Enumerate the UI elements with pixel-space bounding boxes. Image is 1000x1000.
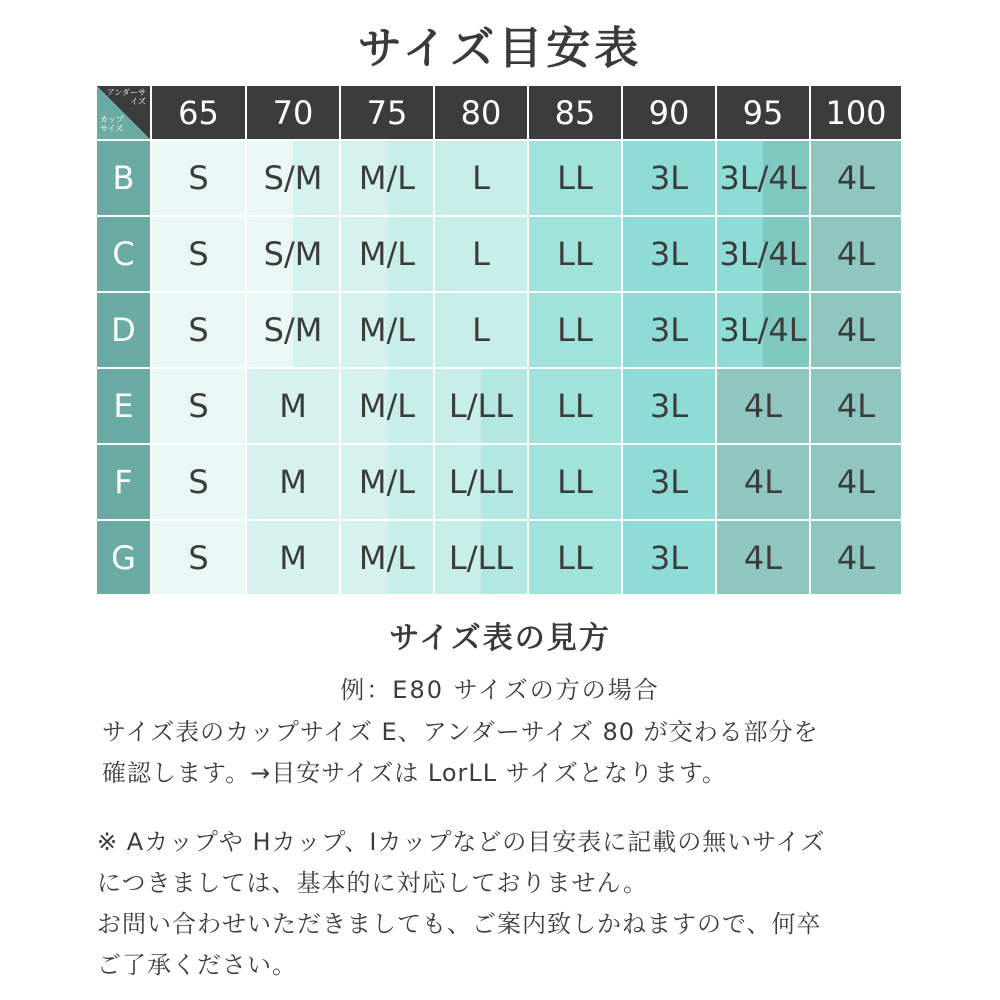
size-cell — [435, 141, 529, 217]
cup-header-E: E — [97, 369, 152, 445]
size-cell — [623, 217, 717, 293]
size-value: S — [188, 463, 209, 501]
size-value: M/L — [358, 159, 416, 197]
size-cell — [623, 445, 717, 521]
size-cell — [529, 141, 623, 217]
under-size-label: アンダーサイズ — [106, 88, 146, 106]
page-title: サイズ目安表 — [357, 23, 643, 74]
howto-explanation — [102, 712, 912, 794]
size-value: 3L — [649, 311, 689, 349]
size-cell — [341, 217, 435, 293]
size-cell — [529, 445, 623, 521]
size-cell — [529, 521, 623, 596]
underbust-header-80: 80 — [435, 86, 529, 141]
size-cell — [435, 369, 529, 445]
size-cell — [247, 445, 341, 521]
size-cell — [152, 141, 247, 217]
size-value: L/LL — [448, 538, 514, 577]
size-cell — [717, 141, 811, 217]
size-value: 4L — [836, 311, 876, 349]
size-value: LL — [557, 311, 593, 349]
note-line: につきましては、基本的に対応しておりません。 — [97, 869, 648, 897]
cup-header-D: D — [97, 293, 152, 369]
size-cell — [529, 217, 623, 293]
size-value: L — [472, 311, 490, 349]
size-cell — [435, 521, 529, 596]
size-cell — [717, 445, 811, 521]
size-value: M/L — [358, 538, 416, 577]
size-value: 3L — [649, 235, 689, 273]
size-cell — [152, 521, 247, 596]
size-cell — [247, 521, 341, 596]
size-cell — [623, 369, 717, 445]
size-cell — [341, 445, 435, 521]
size-value: 4L — [836, 159, 876, 197]
note-line: お問い合わせいただきましても、ご案内致しかねますので、何卒 — [97, 910, 822, 938]
size-value: S — [188, 235, 209, 273]
size-cell — [717, 369, 811, 445]
size-cell — [435, 445, 529, 521]
size-cell — [623, 293, 717, 369]
size-value: 4L — [836, 538, 876, 577]
size-cell — [341, 369, 435, 445]
size-value: S/M — [263, 235, 323, 273]
size-value: 4L — [836, 235, 876, 273]
size-value: L/LL — [448, 387, 514, 425]
size-value: S/M — [263, 159, 323, 197]
cup-header-F: F — [97, 445, 152, 521]
note-line: ご了承ください。 — [97, 951, 297, 979]
size-value: 3L — [649, 387, 689, 425]
underbust-header-90: 90 — [623, 86, 717, 141]
size-value: S — [188, 159, 209, 197]
size-value: 4L — [743, 463, 783, 501]
size-value: LL — [557, 235, 593, 273]
size-cell — [341, 521, 435, 596]
size-value: LL — [557, 538, 593, 577]
size-value: 3L — [649, 159, 689, 197]
size-value: 3L/4L — [719, 235, 807, 273]
size-value: L — [472, 235, 490, 273]
size-cell — [152, 293, 247, 369]
underbust-header-75: 75 — [341, 86, 435, 141]
size-value: 4L — [836, 463, 876, 501]
size-value: M/L — [358, 387, 416, 425]
size-value: 3L/4L — [719, 159, 807, 197]
size-value: M — [279, 463, 307, 501]
size-chart-table — [97, 86, 903, 596]
note-line: ※ Aカップや Hカップ、Iカップなどの目安表に記載の無いサイズ — [97, 828, 826, 856]
table-corner-header — [97, 86, 152, 141]
size-value: 4L — [743, 538, 783, 577]
size-cell — [247, 293, 341, 369]
size-value: M — [279, 387, 307, 425]
size-cell — [435, 217, 529, 293]
underbust-header-100: 100 — [811, 86, 903, 141]
howto-example: 例：E80 サイズの方の場合 — [340, 676, 660, 704]
size-value: LL — [557, 159, 593, 197]
size-value: S/M — [263, 311, 323, 349]
size-value: 3L/4L — [719, 311, 807, 349]
size-value: 3L — [649, 538, 689, 577]
size-value: S — [188, 311, 209, 349]
underbust-header-65: 65 — [152, 86, 247, 141]
size-cell — [341, 141, 435, 217]
cup-header-B: B — [97, 141, 152, 217]
size-cell — [811, 293, 903, 369]
size-value: M/L — [358, 311, 416, 349]
unsupported-size-note — [97, 822, 917, 986]
size-value: 4L — [836, 387, 876, 425]
underbust-header-95: 95 — [717, 86, 811, 141]
size-value: L/LL — [448, 463, 514, 501]
size-value: M — [279, 538, 307, 577]
size-cell — [529, 293, 623, 369]
explain-line: サイズ表のカップサイズ E、アンダーサイズ 80 が交わる部分を — [102, 718, 819, 746]
size-value: M/L — [358, 463, 416, 501]
size-cell — [811, 217, 903, 293]
size-cell — [717, 521, 811, 596]
size-cell — [152, 217, 247, 293]
size-cell — [623, 141, 717, 217]
size-value: 3L — [649, 463, 689, 501]
explain-line: 確認します。→目安サイズは LorLL サイズとなります。 — [102, 759, 727, 787]
size-value: M/L — [358, 235, 416, 273]
size-cell — [623, 521, 717, 596]
size-cell — [529, 369, 623, 445]
size-cell — [811, 141, 903, 217]
size-cell — [247, 369, 341, 445]
size-value: LL — [557, 387, 593, 425]
size-cell — [811, 445, 903, 521]
cup-header-G: G — [97, 521, 152, 596]
size-cell — [247, 217, 341, 293]
underbust-header-85: 85 — [529, 86, 623, 141]
size-value: L — [472, 159, 490, 197]
cup-header-C: C — [97, 217, 152, 293]
howto-title: サイズ表の見方 — [389, 621, 611, 656]
size-cell — [811, 521, 903, 596]
size-value: S — [188, 538, 209, 577]
underbust-header-70: 70 — [247, 86, 341, 141]
size-cell — [247, 141, 341, 217]
size-cell — [717, 293, 811, 369]
size-value: 4L — [743, 387, 783, 425]
size-cell — [152, 369, 247, 445]
size-cell — [435, 293, 529, 369]
size-value: LL — [557, 463, 593, 501]
size-value: S — [188, 387, 209, 425]
size-cell — [811, 369, 903, 445]
size-cell — [341, 293, 435, 369]
size-cell — [717, 217, 811, 293]
cup-size-label: カップサイズ — [100, 115, 124, 133]
size-cell — [152, 445, 247, 521]
